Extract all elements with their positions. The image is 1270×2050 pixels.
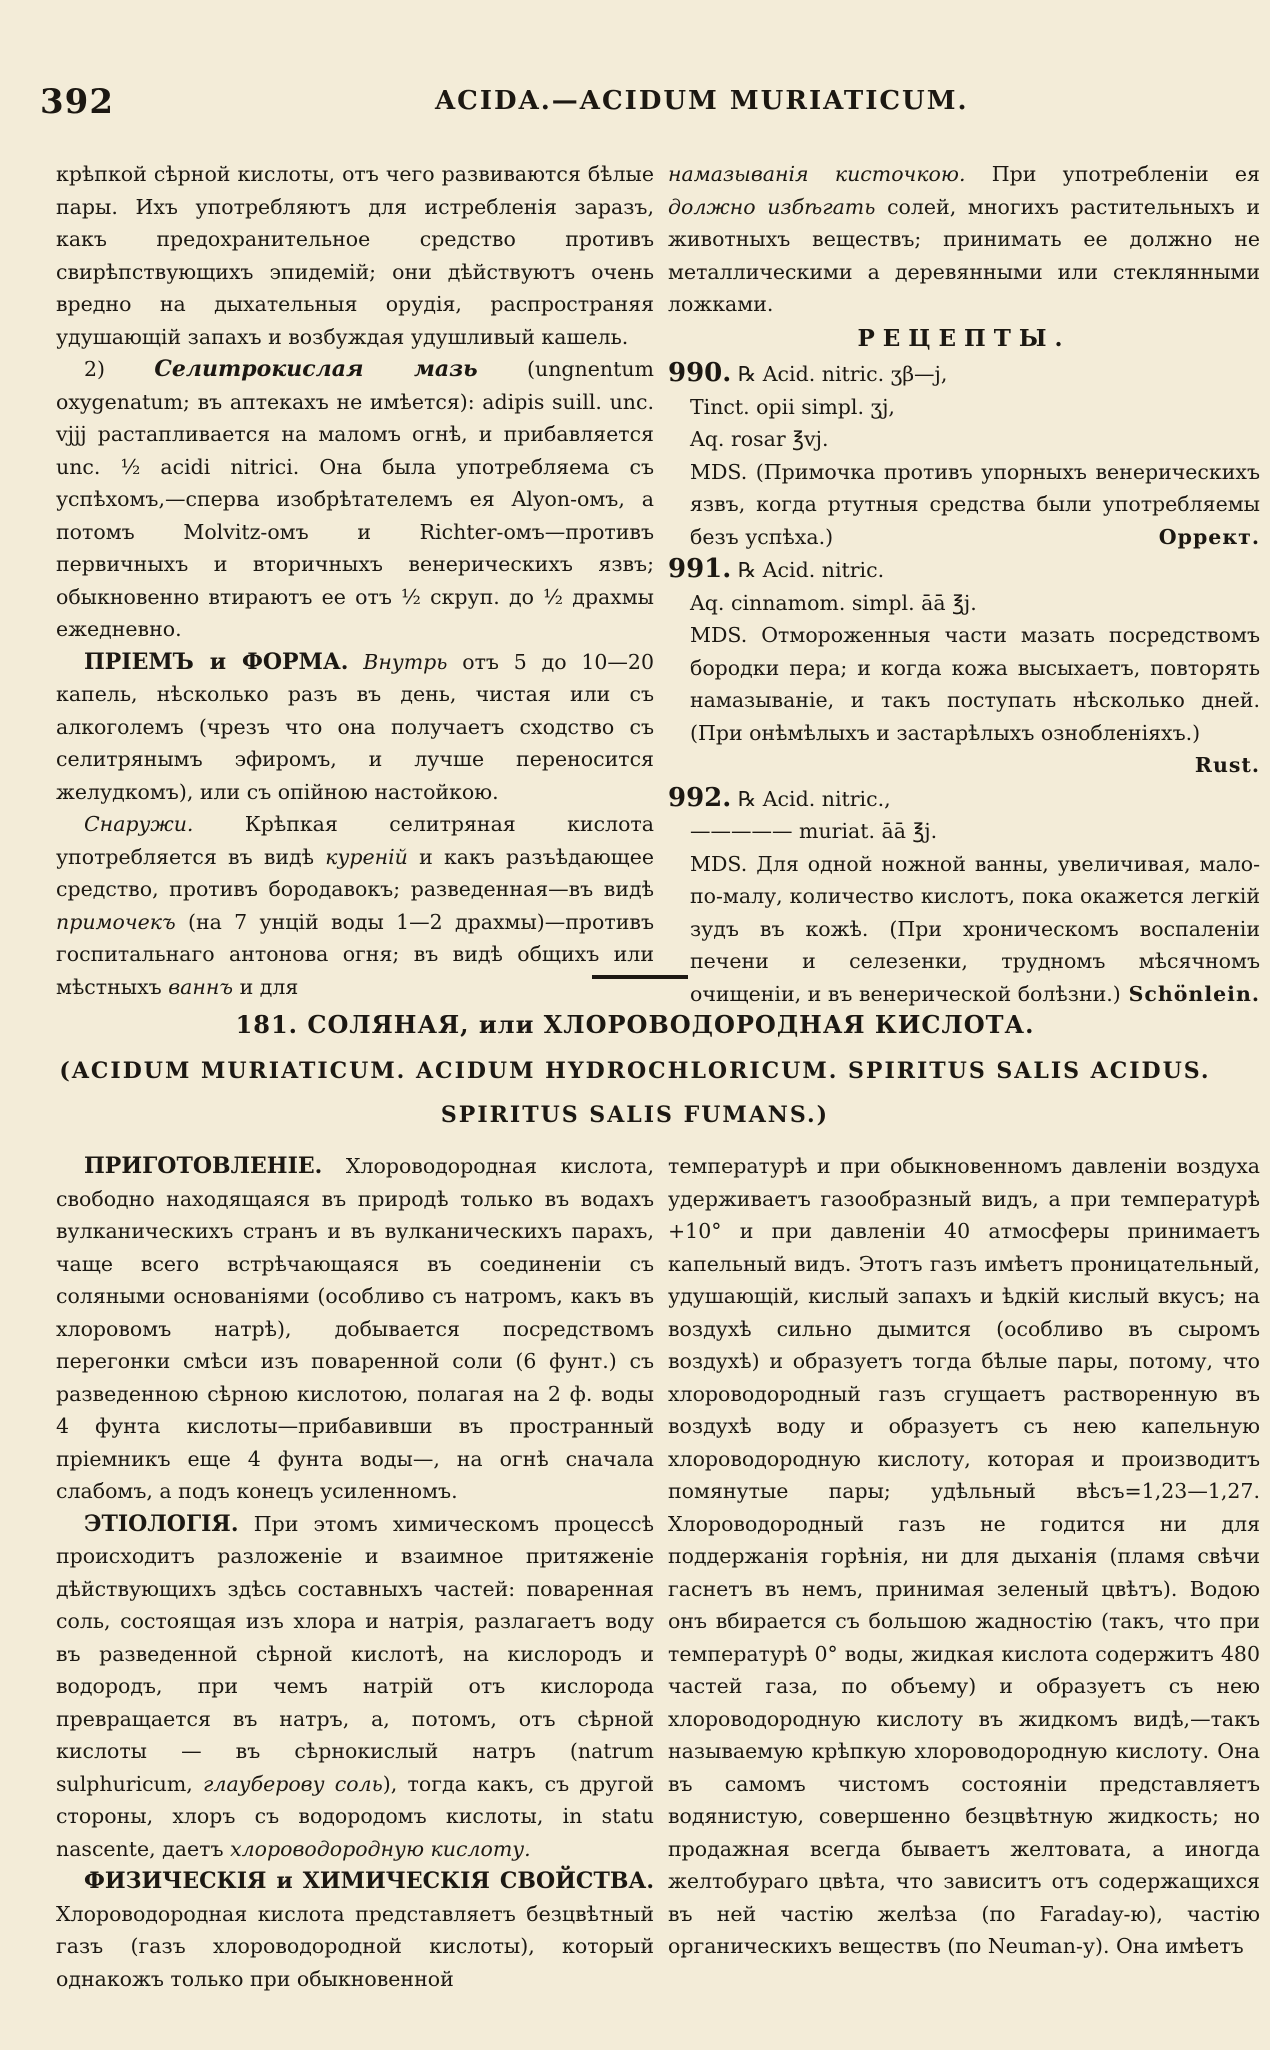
- recipe-line: ℞ Acid. nitric. ʒβ—j,: [737, 362, 948, 386]
- paragraph: крѣпкой сѣрной кислоты, отъ чего развиваются бѣлые пары. Ихъ употребляютъ для истребленія заразъ, какъ предохранительное средство противъ свирѣпствующихъ эпидемій; они дѣйствуютъ очень вредно на дыхательныя орудія, распространяя удушающій запахъ и возбуждая удушливый кашель.: [56, 162, 654, 349]
- paragraph-text: При этомъ химическомъ процессѣ происходитъ разложеніе и взаимное притяженіе дѣйствующихъ здѣсь составныхъ частей: поваренная соль, состоящая изъ хлора и натрія, разлагаетъ воду въ разведенной сѣрной кислотѣ, на кислородъ и водородъ, при чемъ натрій отъ кислорода превращается въ натръ, а, потомъ, отъ сѣрной кислоты — въ сѣрнокислый натръ (natrum sulphuricum,: [56, 1511, 654, 1796]
- paragraph-text: При употребленіи ея: [991, 162, 1260, 186]
- recipe-author: Schönlein.: [1128, 981, 1260, 1006]
- item-number: 2): [84, 357, 106, 381]
- emphasis: куреній: [325, 844, 408, 869]
- section-lead: ФИЗИЧЕСКІЯ и ХИМИЧЕСКІЯ СВОЙСТВА.: [84, 1868, 654, 1894]
- paragraph-text: (на 7 унцій воды 1—2 драхмы)—противъ госпитальнаго антонова огня; въ видѣ общихъ или мѣстныхъ: [56, 909, 654, 999]
- paragraph-text: ), тогда какъ, съ другой стороны, хлоръ съ водородомъ кислоты, in statu nascente, даетъ: [56, 1771, 654, 1861]
- recipe-instructions: [668, 619, 1260, 777]
- recipe-line: ℞ Acid. nitric.,: [737, 786, 891, 811]
- paragraph-text: солей, многихъ растительныхъ и животныхъ веществъ; принимать ее должно не металлическими а деревянными или стеклянными ложками.: [668, 194, 1260, 316]
- paragraph-text: и для: [239, 974, 299, 999]
- recipe-author: Оррект.: [1158, 524, 1260, 549]
- instructions-text: MDS. (Примочка противъ упорныхъ венерическихъ язвъ, когда ртутныя средства были употребляемы безъ успѣха.): [690, 459, 1260, 549]
- paragraph: [56, 646, 654, 809]
- recipe-instructions: [668, 848, 1260, 1011]
- page-number: 392: [40, 82, 114, 122]
- paragraph-text: Хлороводородная кислота, свободно находящаяся въ природѣ только въ водахъ вулканическихъ странъ и въ вулканическихъ парахъ, чаще всего встрѣчающаяся въ соединеніи съ соляными основаніями (особливо съ натромъ, какъ въ хлоровомъ натрѣ), добывается посредствомъ перегонки смѣси изъ поваренной соли (6 фунт.) съ разведенною сѣрною кислотою, полагая на 2 ф. воды 4 фунта кислоты—прибавивши въ пространный пріемникъ еще 4 фунта воды—, на огнѣ сначала слабомъ, а подъ конецъ усиленномъ.: [56, 1154, 654, 1503]
- section-latin-names-cont: SPIRITUS SALIS FUMANS.): [440, 1102, 830, 1128]
- section-lead: ЭТІОЛОГІЯ.: [84, 1510, 239, 1537]
- section-lead: ПРІЕМЪ и ФОРМА.: [84, 648, 349, 675]
- recipe-instructions: [668, 456, 1260, 554]
- section-divider: [592, 975, 688, 979]
- recipe-line: ————— muriat. āā ℥j.: [690, 819, 938, 843]
- recipe-number: 990.: [668, 358, 732, 388]
- running-title: ACIDA.—ACIDUM MURIATICUM.: [435, 86, 969, 116]
- paragraph-text: Хлороводородная кислота представляетъ безцвѣтный газъ (газъ хлороводородной кислоты), который однакожъ только при обыкновенной: [56, 1901, 654, 1991]
- recipe-author: Rust.: [1194, 753, 1260, 777]
- recipe-line: Tinct. opii simpl. ʒj,: [690, 394, 895, 419]
- page-header: [40, 82, 1230, 130]
- emphasis: ваннъ: [168, 974, 234, 999]
- paragraph: [56, 1508, 654, 1866]
- paragraph-text: отъ 5 до 10—20 капель, нѣсколько разъ въ день, чистая или съ алкоголемъ (чрезъ что она получаетъ сходство съ селитрянымъ эфиромъ, и лучше переносится желудкомъ), или съ опійною настойкою.: [56, 649, 655, 804]
- instructions-text: MDS. Для одной ножной ванны, увеличивая, мало-по-малу, количество кислотъ, пока окажется легкій зудъ въ кожѣ. (При хроническомъ воспаленіи печени и селезенки, трудномъ мѣсячномъ очищеніи, и въ венерической болѣзни.): [690, 851, 1260, 1006]
- paragraph: [56, 353, 654, 646]
- paragraph-text: (ungnentum oxygenatum; въ аптекахъ не имѣется): adipis suill. unc. vjjj растапливается на маломъ огнѣ, и прибавляется unc. ½ acidi nitrici. Она была употребляема съ успѣхомъ,—сперва изобрѣтателемъ ея Alyon-омъ, а потомъ Molvitz-омъ и Richter-омъ—противъ первичныхъ и вторичныхъ венерическихъ язвъ; обыкновенно втираютъ ее отъ ½ скруп. до ½ драхмы ежедневно.: [56, 357, 654, 641]
- recipe-line: ℞ Acid. nitric.: [737, 558, 885, 582]
- emphasis: намазыванія кисточкою.: [668, 162, 966, 186]
- bottom-right-column: [668, 1150, 1260, 1963]
- emphasis: Внутрь: [363, 649, 448, 674]
- paragraph: температурѣ и при обыкновенномъ давленіи воздуха удерживаетъ газообразный видъ, а при температурѣ +10° и при давленіи 40 атмосферы принимаетъ капельный видъ. Этотъ газъ имѣетъ проницательный, удушающій, кислый запахъ и ѣдкій кислый вкусъ; на воздухѣ сильно дымится (особливо въ сыромъ воздухѣ) и образуетъ тогда бѣлые пары, потому, что хлороводородный газъ сгущаетъ растворенную въ воздухѣ воду и образуетъ съ нею капельную хлороводородную кислоту, которая и производитъ помянутые пары; удѣльный вѣсъ=1,23—1,27. Хлороводородный газъ не годится ни для поддержанія горѣнія, ни для дыханія (пламя свѣчи гаснетъ въ немъ, принимая зеленый цвѣтъ). Водою онъ вбирается съ большою жадностію (такъ, что при температурѣ 0° воды, жидкая кислота содержитъ 480 частей газа, по объему) и образуетъ съ нею хлороводородную кислоту въ жидкомъ видѣ,—такъ называемую крѣпкую хлороводородную кислоту. Она въ самомъ чистомъ состояніи представляетъ водянистую, совершенно безцвѣтную жидкость; но продажная всегда бываетъ желтовата, а иногда желтобураго цвѣта, что зависитъ отъ содержащихся въ ней частію желѣза (по Faraday-ю), частію органическихъ веществъ (по Neuman-у). Она имѣетъ: [668, 1154, 1260, 1958]
- ointment-name: Селитрокислая мазь: [154, 356, 478, 382]
- bottom-left-column: [56, 1150, 654, 1995]
- paragraph-text: и какъ разъѣдающее средство, противъ бородавокъ; разведенная—въ видѣ: [56, 844, 654, 901]
- emphasis: Снаружи.: [84, 812, 194, 836]
- emphasis: примочекъ: [56, 909, 176, 934]
- emphasis: должно избѣгать: [668, 194, 876, 219]
- section-lead: ПРИГОТОВЛЕНІЕ.: [84, 1153, 323, 1179]
- recipe-line: Aq. cinnamom. simpl. āā ℥j.: [690, 590, 977, 615]
- top-right-column: [668, 158, 1260, 1010]
- recipe-991: [668, 553, 1260, 782]
- recipe-992: [668, 782, 1260, 1011]
- paragraph: [56, 1865, 654, 1995]
- emphasis: глауберову соль: [203, 1771, 383, 1796]
- top-left-column: [56, 158, 654, 1003]
- recipe-number: 991.: [668, 554, 732, 584]
- recipe-line: Aq. rosar ℥vj.: [690, 427, 829, 451]
- recipes-heading: РЕЦЕПТЫ.: [857, 324, 1071, 352]
- paragraph: [56, 1150, 654, 1508]
- section-latin-names: (ACIDUM MURIATICUM. ACIDUM HYDROCHLORICUM. SPIRITUS SALIS ACIDUS.: [59, 1058, 1211, 1084]
- recipe-990: [668, 357, 1260, 553]
- paragraph: [56, 808, 654, 1003]
- section-title: 181. СОЛЯНАЯ, или ХЛОРОВОДОРОДНАЯ КИСЛОТА.: [235, 1010, 1035, 1039]
- instructions-text: MDS. Отмороженныя части мазать посредствомъ бородки пера; и когда кожа высыхаетъ, повторять намазываніе, и такъ поступать нѣсколько дней. (При онѣмѣлыхъ и застарѣлыхъ ознобленіяхъ.): [690, 623, 1260, 745]
- paragraph-text: Крѣпкая селитряная кислота употребляется въ видѣ: [56, 812, 654, 869]
- recipe-number: 992.: [668, 782, 732, 813]
- emphasis: хлороводородную кислоту.: [230, 1836, 531, 1861]
- paragraph: [668, 158, 1260, 321]
